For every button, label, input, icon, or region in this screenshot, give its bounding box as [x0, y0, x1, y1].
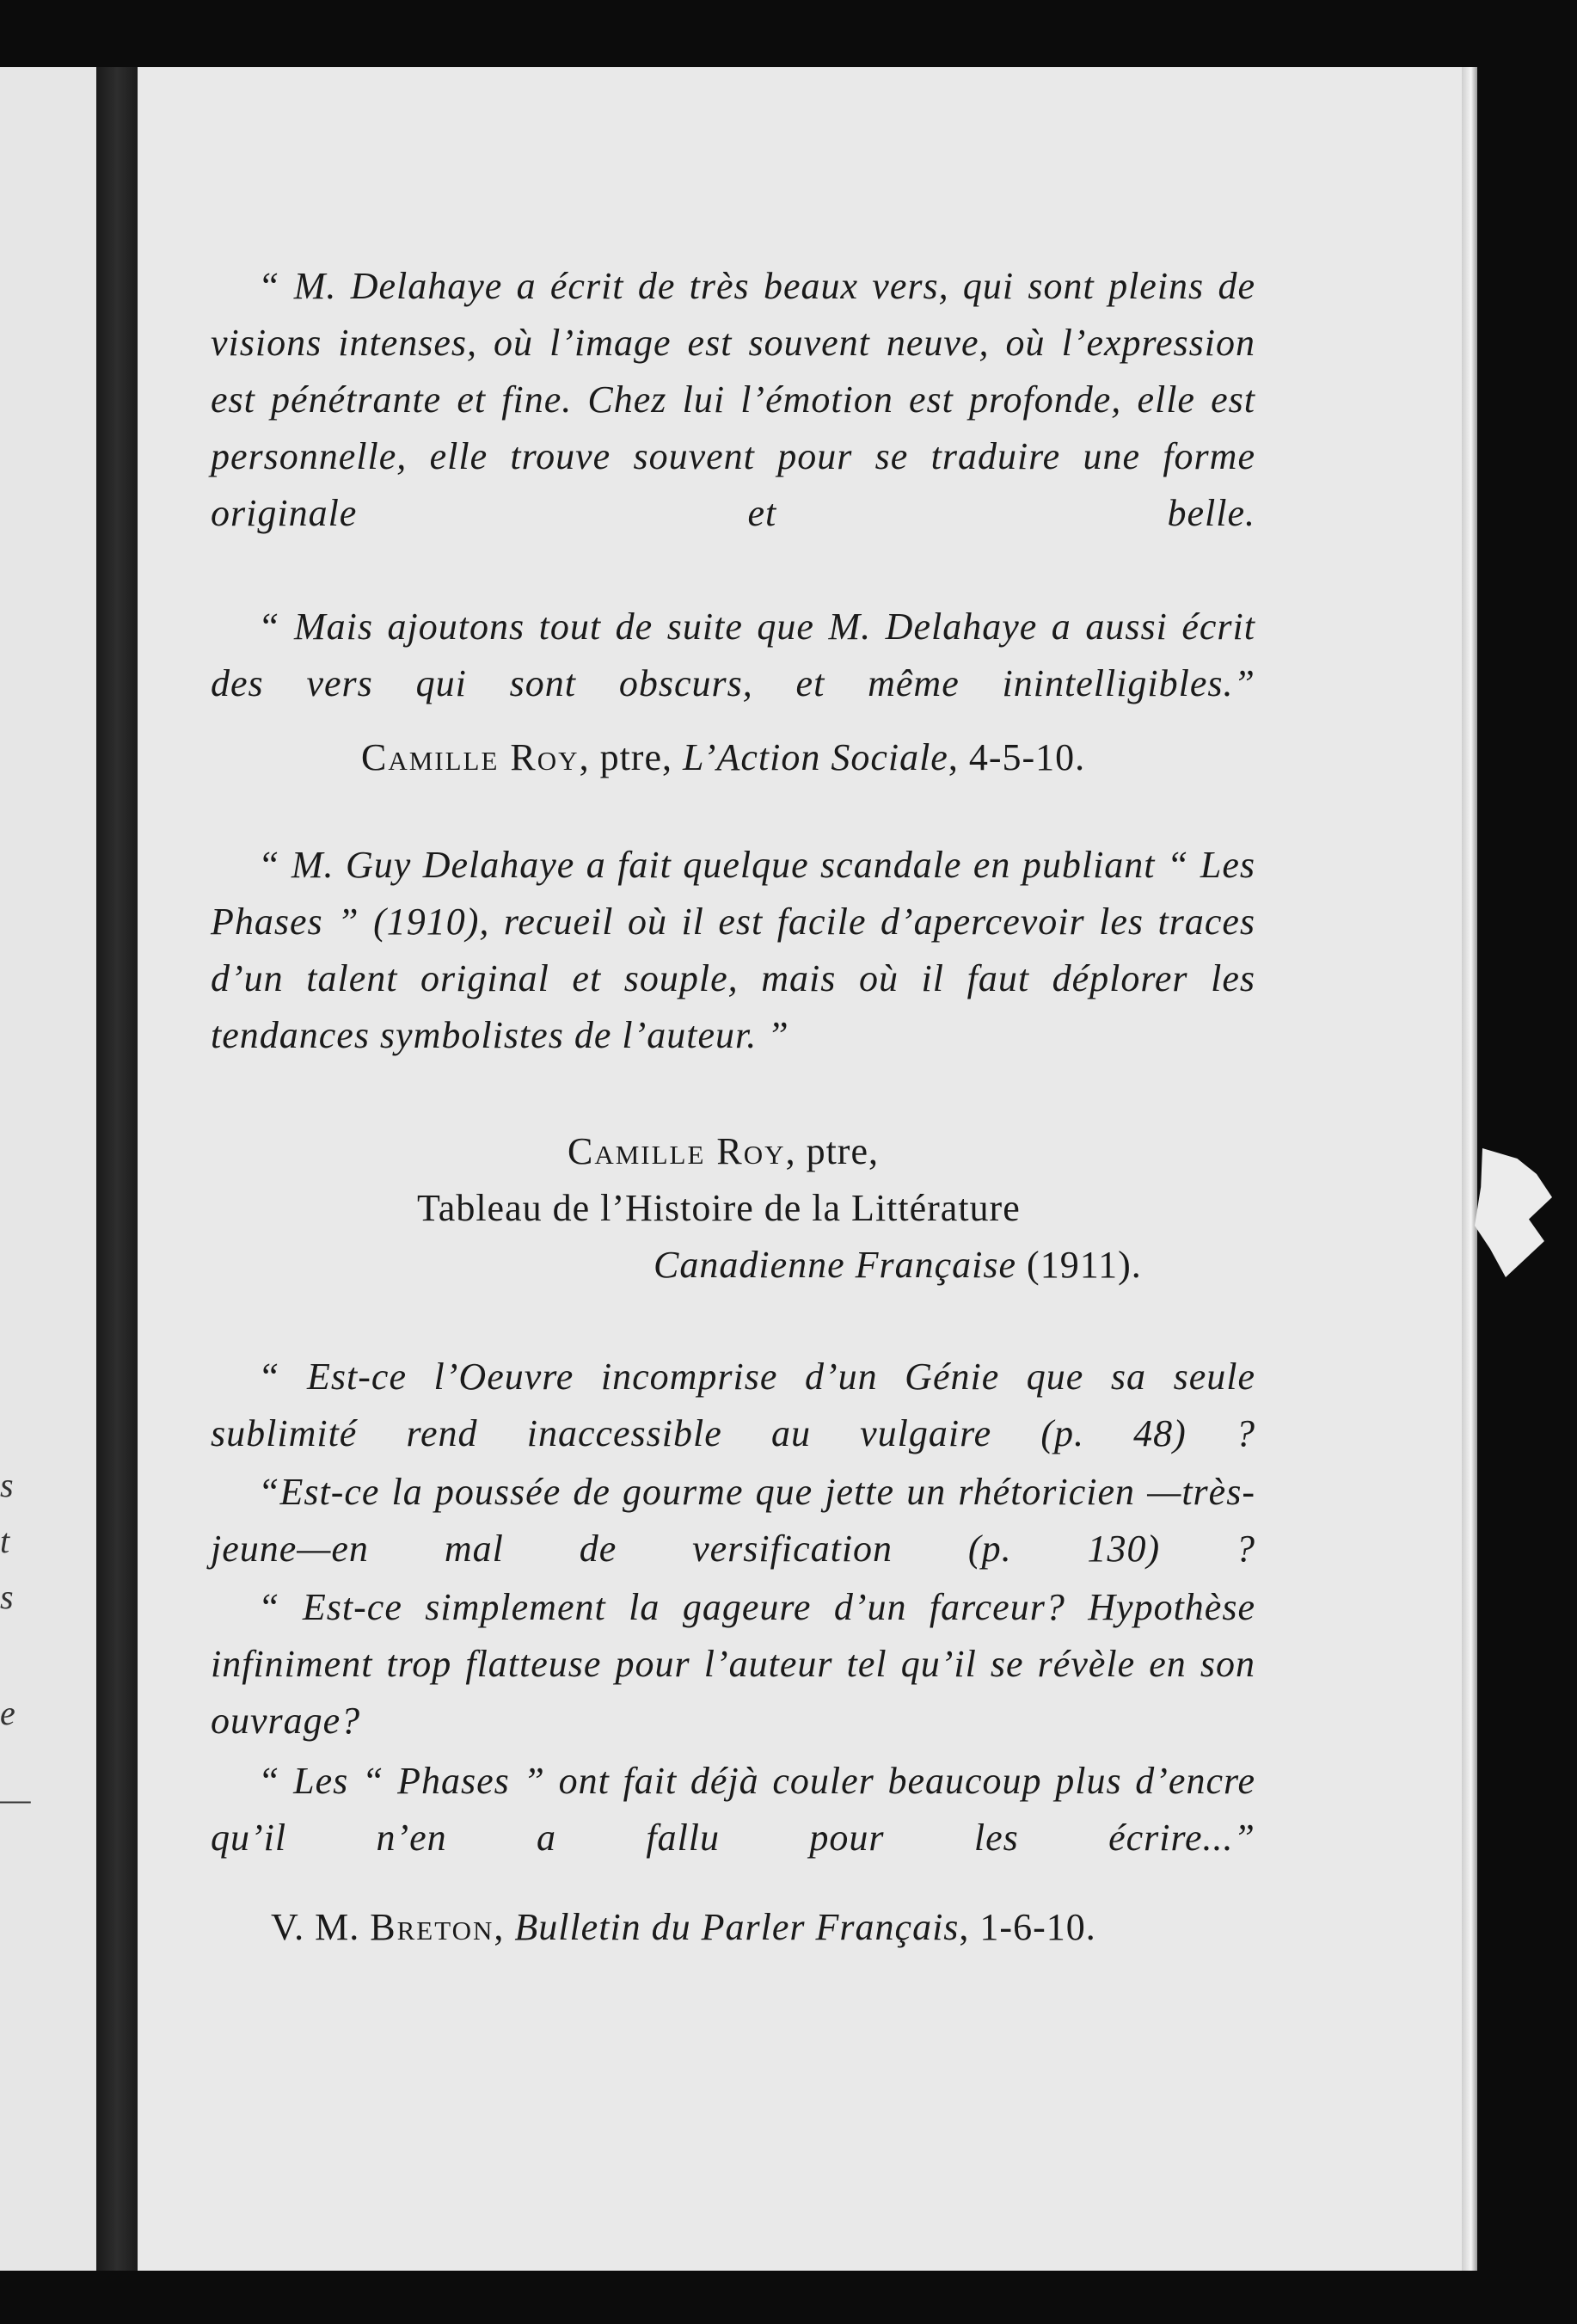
- paper-tear: [1475, 1148, 1552, 1277]
- citation-suffix: (1911).: [1016, 1244, 1142, 1286]
- citation-work: L’Action Sociale: [682, 736, 948, 778]
- citation-suffix: , 4-5-10.: [948, 736, 1086, 778]
- citation: V. M. Breton, Bulletin du Parler Français, 1-6-10.: [271, 1906, 1096, 1948]
- quote-paragraph: “ M. Delahaye a écrit de très beaux vers, qui sont pleins de visions intenses, où l’image est souvent neuve, où l’expression est pénétrante et fine. Chez lui l’émotion est profonde, elle est personnelle, elle trouve souvent pour se traduire une forme originale et belle.: [211, 265, 1255, 534]
- citation-work-line: Tableau de l’Histoire de la Littérature: [417, 1187, 1021, 1229]
- margin-letter: —: [0, 1780, 31, 1818]
- citation-title-prefix: , ptre,: [785, 1130, 879, 1172]
- citation-author-prefix: V. M.: [271, 1906, 371, 1948]
- book-spine: [96, 67, 138, 2271]
- quote-paragraph: “ Mais ajoutons tout de suite que M. Delahaye a aussi écrit des vers qui sont obscurs, et même inintelligibles.”: [211, 606, 1255, 704]
- quote-paragraph: “ M. Guy Delahaye a fait quelque scandale en publiant “ Les Phases ” (1910), recueil où il est facile d’apercevoir les traces d’un talent original et souple, mais où il faut déplorer les tendances symbolistes de l’auteur. ”: [211, 844, 1255, 1056]
- quote-paragraph: “ Les “ Phases ” ont fait déjà couler beaucoup plus d’encre qu’il n’en a fallu pour les écrire...”: [211, 1760, 1255, 1859]
- citation-author: Camille Roy: [568, 1130, 786, 1172]
- citation-suffix: , 1-6-10.: [959, 1906, 1096, 1948]
- citation-work: Bulletin du Parler Français: [514, 1906, 960, 1948]
- margin-letter: s: [0, 1466, 14, 1504]
- scanned-page: [138, 67, 1462, 2271]
- page-edge: [1462, 67, 1477, 2271]
- margin-letter: t: [0, 1522, 10, 1560]
- citation-author-line: [568, 1123, 879, 1180]
- quote-paragraph: “ Est-ce simplement la gageure d’un farceur? Hypothèse infiniment trop flatteuse pour l’auteur tel qu’il se révèle en son ouvrage?: [211, 1586, 1255, 1742]
- citation-author: Camille Roy: [361, 736, 580, 778]
- margin-letter: s: [0, 1577, 14, 1616]
- quote-paragraph: “ Est-ce l’Oeuvre incomprise d’un Génie que sa seule sublimité rend inaccessible au vulgaire (p. 48) ?: [211, 1356, 1255, 1454]
- quote-paragraph: “Est-ce la poussée de gourme que jette un rhétoricien —très-jeune—en mal de versification (p. 130) ?: [211, 1471, 1255, 1570]
- citation-title-prefix: , ptre,: [579, 736, 683, 778]
- citation-work: Canadienne Française: [654, 1244, 1017, 1286]
- citation: [361, 729, 1085, 786]
- previous-page-edge: [0, 67, 96, 2271]
- margin-letter: e: [0, 1694, 15, 1732]
- citation-author: Breton: [370, 1906, 494, 1948]
- citation-work-line: [654, 1237, 1142, 1294]
